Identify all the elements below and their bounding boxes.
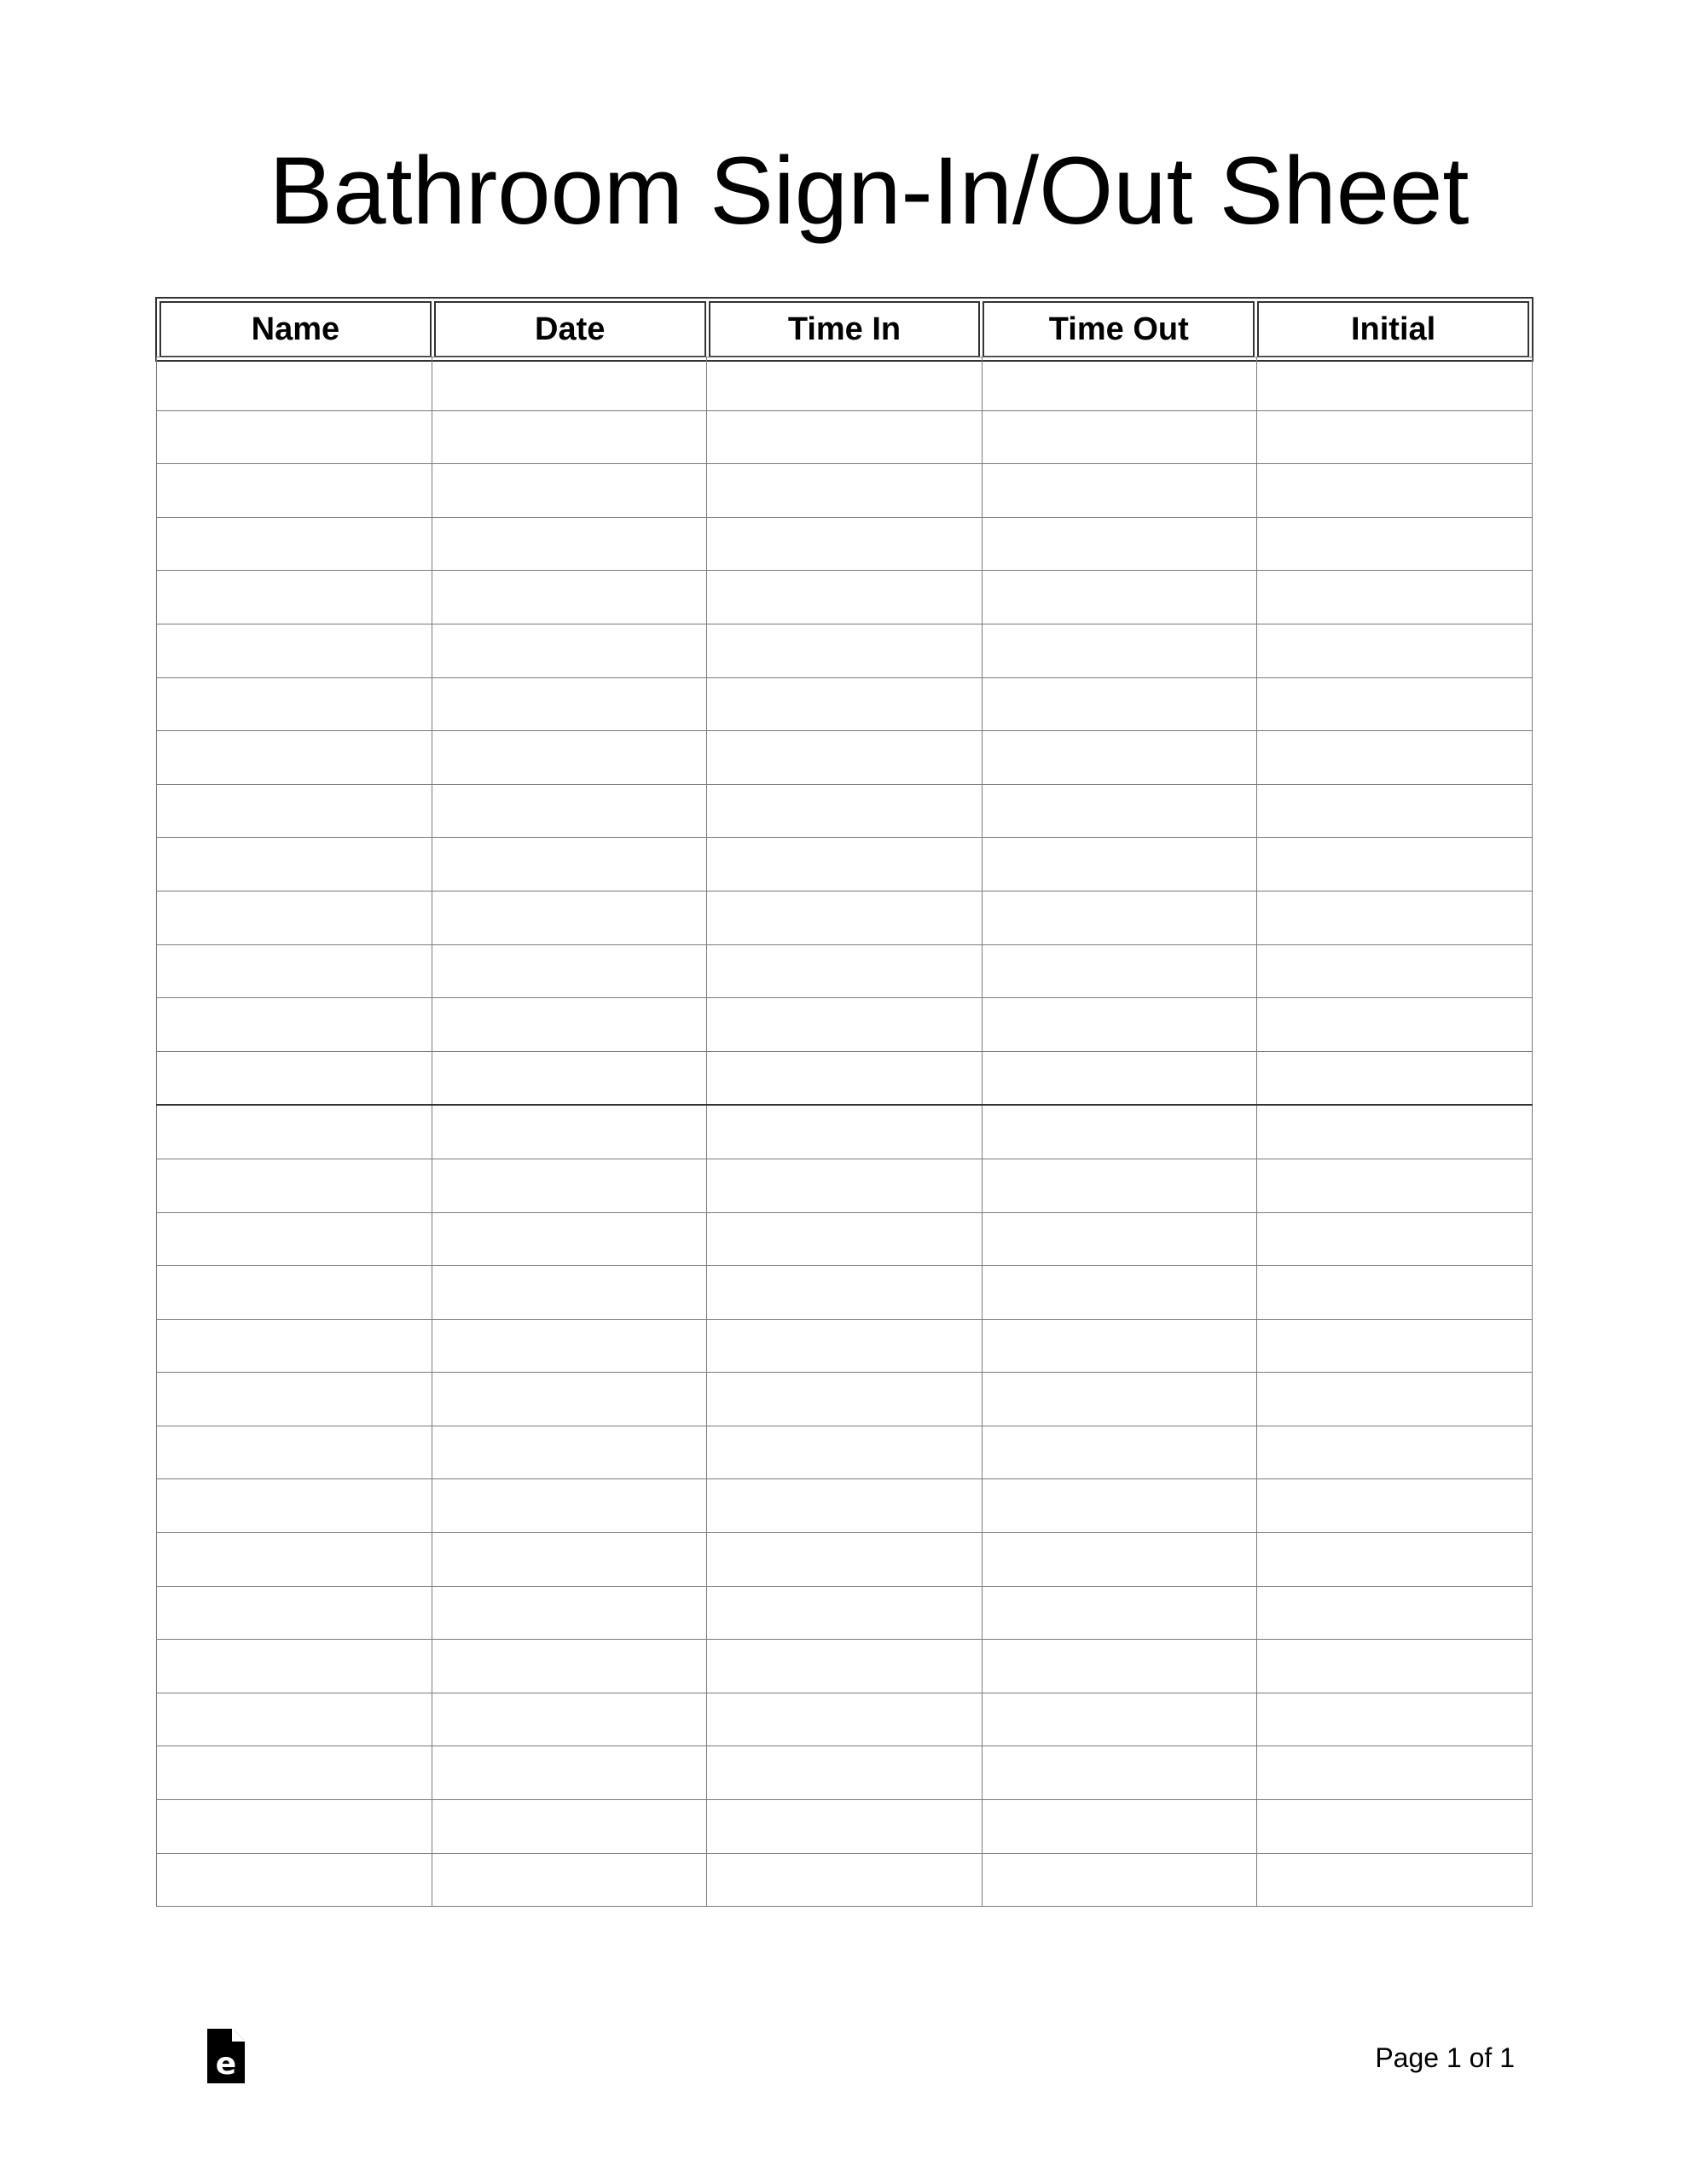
- cell-date[interactable]: [432, 998, 707, 1052]
- cell-time-in[interactable]: [707, 1640, 983, 1693]
- header-table: [155, 297, 1533, 362]
- cell-time-in[interactable]: [707, 464, 983, 518]
- cell-name[interactable]: [157, 838, 432, 892]
- cell-time-out[interactable]: [982, 357, 1257, 411]
- cell-time-out[interactable]: [982, 1159, 1257, 1212]
- table-row: [157, 1105, 1533, 1159]
- table-row: [157, 1693, 1533, 1746]
- cell-date[interactable]: [432, 1319, 707, 1373]
- cell-time-out[interactable]: [982, 1266, 1257, 1320]
- cell-time-in[interactable]: [707, 1319, 983, 1373]
- cell-date[interactable]: [432, 1105, 707, 1159]
- cell-name[interactable]: [157, 677, 432, 731]
- cell-time-out[interactable]: [982, 1853, 1257, 1907]
- table-row: [157, 891, 1533, 944]
- cell-date[interactable]: [432, 1693, 707, 1746]
- sign-in-table-body: [156, 357, 1533, 1907]
- cell-time-out[interactable]: [982, 1212, 1257, 1266]
- cell-time-out[interactable]: [982, 677, 1257, 731]
- table-row: [157, 998, 1533, 1052]
- cell-initial[interactable]: [1257, 624, 1533, 677]
- cell-name[interactable]: [157, 1159, 432, 1212]
- cell-initial[interactable]: [1257, 1640, 1533, 1693]
- cell-time-out[interactable]: [982, 1373, 1257, 1426]
- cell-name[interactable]: [157, 731, 432, 785]
- cell-initial[interactable]: [1257, 944, 1533, 998]
- cell-time-in[interactable]: [707, 1479, 983, 1533]
- cell-time-out[interactable]: [982, 1640, 1257, 1693]
- table-row: [157, 1159, 1533, 1212]
- cell-time-in[interactable]: [707, 1800, 983, 1854]
- table-row: [157, 571, 1533, 624]
- cell-time-out[interactable]: [982, 1051, 1257, 1105]
- cell-date[interactable]: [432, 464, 707, 518]
- cell-date[interactable]: [432, 1159, 707, 1212]
- column-header-time-in: Time In: [709, 301, 981, 357]
- cell-date[interactable]: [432, 571, 707, 624]
- cell-initial[interactable]: [1257, 784, 1533, 838]
- cell-name[interactable]: [157, 1800, 432, 1854]
- table-row: [157, 1051, 1533, 1105]
- cell-initial[interactable]: [1257, 731, 1533, 785]
- cell-time-out[interactable]: [982, 1800, 1257, 1854]
- cell-date[interactable]: [432, 1533, 707, 1587]
- cell-time-out[interactable]: [982, 624, 1257, 677]
- document-e-icon: [207, 2029, 245, 2083]
- cell-date[interactable]: [432, 1373, 707, 1426]
- cell-name[interactable]: [157, 1693, 432, 1746]
- cell-time-out[interactable]: [982, 784, 1257, 838]
- table-row: [157, 731, 1533, 785]
- cell-initial[interactable]: [1257, 1051, 1533, 1105]
- cell-time-in[interactable]: [707, 1533, 983, 1587]
- cell-date[interactable]: [432, 838, 707, 892]
- cell-initial[interactable]: [1257, 1800, 1533, 1854]
- cell-time-out[interactable]: [982, 517, 1257, 571]
- column-header-date: Date: [434, 301, 706, 357]
- cell-time-in[interactable]: [707, 998, 983, 1052]
- cell-date[interactable]: [432, 1479, 707, 1533]
- cell-name[interactable]: [157, 1373, 432, 1426]
- cell-time-in[interactable]: [707, 410, 983, 464]
- cell-time-in[interactable]: [707, 1853, 983, 1907]
- cell-time-in[interactable]: [707, 1266, 983, 1320]
- cell-time-in[interactable]: [707, 624, 983, 677]
- table-row: [157, 677, 1533, 731]
- cell-name[interactable]: [157, 1212, 432, 1266]
- cell-name[interactable]: [157, 1479, 432, 1533]
- table-row: [157, 517, 1533, 571]
- cell-time-in[interactable]: [707, 1105, 983, 1159]
- cell-time-in[interactable]: [707, 784, 983, 838]
- cell-name[interactable]: [157, 357, 432, 411]
- cell-initial[interactable]: [1257, 1586, 1533, 1640]
- table-row: [157, 1426, 1533, 1479]
- cell-name[interactable]: [157, 517, 432, 571]
- cell-name[interactable]: [157, 784, 432, 838]
- cell-time-in[interactable]: [707, 838, 983, 892]
- cell-date[interactable]: [432, 517, 707, 571]
- cell-time-out[interactable]: [982, 464, 1257, 518]
- cell-time-in[interactable]: [707, 677, 983, 731]
- cell-initial[interactable]: [1257, 571, 1533, 624]
- cell-time-out[interactable]: [982, 998, 1257, 1052]
- cell-initial[interactable]: [1257, 1373, 1533, 1426]
- cell-time-out[interactable]: [982, 1586, 1257, 1640]
- cell-initial[interactable]: [1257, 677, 1533, 731]
- cell-initial[interactable]: [1257, 1159, 1533, 1212]
- cell-time-in[interactable]: [707, 1159, 983, 1212]
- cell-date[interactable]: [432, 1746, 707, 1800]
- cell-time-in[interactable]: [707, 1586, 983, 1640]
- table-row: [157, 357, 1533, 411]
- header-row: [159, 301, 1529, 357]
- cell-date[interactable]: [432, 357, 707, 411]
- cell-date[interactable]: [432, 784, 707, 838]
- cell-time-out[interactable]: [982, 944, 1257, 998]
- cell-time-out[interactable]: [982, 1746, 1257, 1800]
- cell-date[interactable]: [432, 1640, 707, 1693]
- cell-initial[interactable]: [1257, 1105, 1533, 1159]
- cell-time-out[interactable]: [982, 731, 1257, 785]
- cell-name[interactable]: [157, 1533, 432, 1587]
- cell-name[interactable]: [157, 1319, 432, 1373]
- cell-initial[interactable]: [1257, 1426, 1533, 1479]
- table-row: [157, 1586, 1533, 1640]
- cell-date[interactable]: [432, 944, 707, 998]
- column-header-name: Name: [159, 301, 432, 357]
- cell-initial[interactable]: [1257, 1319, 1533, 1373]
- cell-name[interactable]: [157, 571, 432, 624]
- cell-name[interactable]: [157, 1051, 432, 1105]
- column-header-initial: Initial: [1257, 301, 1529, 357]
- cell-time-out[interactable]: [982, 1533, 1257, 1587]
- cell-time-out[interactable]: [982, 410, 1257, 464]
- cell-name[interactable]: [157, 1746, 432, 1800]
- cell-initial[interactable]: [1257, 357, 1533, 411]
- cell-time-out[interactable]: [982, 1319, 1257, 1373]
- table-row: [157, 464, 1533, 518]
- cell-name[interactable]: [157, 944, 432, 998]
- cell-name[interactable]: [157, 1586, 432, 1640]
- cell-date[interactable]: [432, 1051, 707, 1105]
- cell-date[interactable]: [432, 410, 707, 464]
- cell-initial[interactable]: [1257, 1693, 1533, 1746]
- cell-date[interactable]: [432, 1212, 707, 1266]
- table-row: [157, 1746, 1533, 1800]
- table-row: [157, 838, 1533, 892]
- cell-time-in[interactable]: [707, 1426, 983, 1479]
- table-row: [157, 1800, 1533, 1854]
- cell-date[interactable]: [432, 891, 707, 944]
- cell-initial[interactable]: [1257, 1746, 1533, 1800]
- table-row: [157, 1533, 1533, 1587]
- cell-time-out[interactable]: [982, 1105, 1257, 1159]
- cell-initial[interactable]: [1257, 1533, 1533, 1587]
- cell-time-in[interactable]: [707, 1212, 983, 1266]
- cell-name[interactable]: [157, 1853, 432, 1907]
- cell-initial[interactable]: [1257, 998, 1533, 1052]
- cell-time-in[interactable]: [707, 1373, 983, 1426]
- table-row: [157, 1319, 1533, 1373]
- cell-initial[interactable]: [1257, 838, 1533, 892]
- cell-time-in[interactable]: [707, 571, 983, 624]
- cell-initial[interactable]: [1257, 1212, 1533, 1266]
- table-row: [157, 784, 1533, 838]
- cell-initial[interactable]: [1257, 1479, 1533, 1533]
- cell-date[interactable]: [432, 1426, 707, 1479]
- cell-time-in[interactable]: [707, 731, 983, 785]
- cell-time-out[interactable]: [982, 1426, 1257, 1479]
- table-row: [157, 1479, 1533, 1533]
- column-header-time-out: Time Out: [983, 301, 1255, 357]
- cell-date[interactable]: [432, 1853, 707, 1907]
- table-row: [157, 1640, 1533, 1693]
- cell-name[interactable]: [157, 1640, 432, 1693]
- cell-time-out[interactable]: [982, 838, 1257, 892]
- cell-time-in[interactable]: [707, 1746, 983, 1800]
- cell-time-out[interactable]: [982, 1479, 1257, 1533]
- page-title: Bathroom Sign-In/Out Sheet: [269, 137, 1470, 244]
- logo-letter: e: [215, 2047, 237, 2082]
- cell-date[interactable]: [432, 1266, 707, 1320]
- table-row: [157, 1853, 1533, 1907]
- cell-date[interactable]: [432, 731, 707, 785]
- cell-time-in[interactable]: [707, 517, 983, 571]
- cell-time-out[interactable]: [982, 571, 1257, 624]
- cell-date[interactable]: [432, 624, 707, 677]
- cell-date[interactable]: [432, 1586, 707, 1640]
- cell-date[interactable]: [432, 1800, 707, 1854]
- cell-time-in[interactable]: [707, 944, 983, 998]
- cell-name[interactable]: [157, 891, 432, 944]
- cell-initial[interactable]: [1257, 517, 1533, 571]
- table-row: [157, 944, 1533, 998]
- cell-initial[interactable]: [1257, 464, 1533, 518]
- cell-initial[interactable]: [1257, 1266, 1533, 1320]
- cell-initial[interactable]: [1257, 410, 1533, 464]
- cell-time-in[interactable]: [707, 1051, 983, 1105]
- cell-initial[interactable]: [1257, 1853, 1533, 1907]
- cell-name[interactable]: [157, 464, 432, 518]
- table-row: [157, 624, 1533, 677]
- table-row: [157, 1373, 1533, 1426]
- cell-time-in[interactable]: [707, 1693, 983, 1746]
- cell-name[interactable]: [157, 1266, 432, 1320]
- cell-name[interactable]: [157, 1105, 432, 1159]
- table-row: [157, 1266, 1533, 1320]
- cell-initial[interactable]: [1257, 891, 1533, 944]
- cell-time-out[interactable]: [982, 891, 1257, 944]
- cell-date[interactable]: [432, 677, 707, 731]
- table-row: [157, 410, 1533, 464]
- cell-time-out[interactable]: [982, 1693, 1257, 1746]
- cell-name[interactable]: [157, 624, 432, 677]
- cell-name[interactable]: [157, 998, 432, 1052]
- cell-name[interactable]: [157, 410, 432, 464]
- cell-time-in[interactable]: [707, 357, 983, 411]
- table-row: [157, 1212, 1533, 1266]
- cell-time-in[interactable]: [707, 891, 983, 944]
- cell-name[interactable]: [157, 1426, 432, 1479]
- page-number: Page 1 of 1: [1375, 2042, 1515, 2073]
